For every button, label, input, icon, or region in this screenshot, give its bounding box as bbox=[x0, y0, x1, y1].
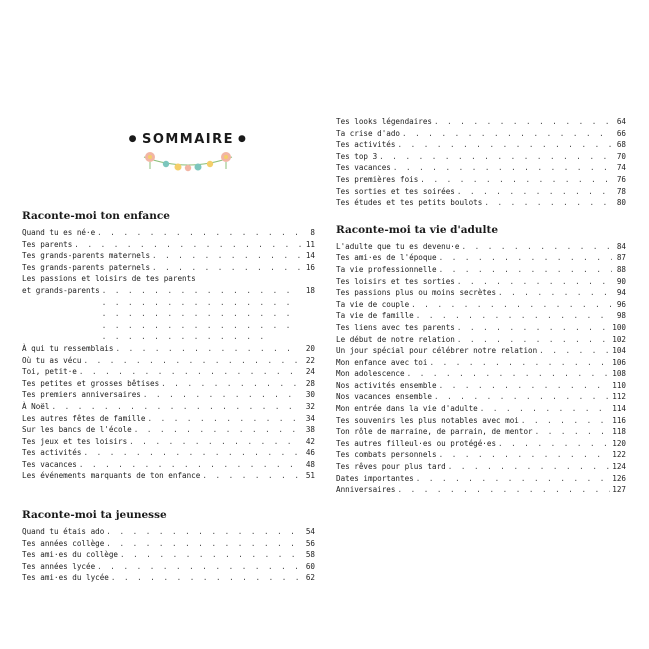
section-heading-enfance: Raconte-moi ton enfance bbox=[22, 210, 170, 222]
page-title bbox=[129, 132, 248, 147]
flower-garland-icon bbox=[140, 149, 236, 179]
section-heading-adulte: Raconte-moi ta vie d'adulte bbox=[336, 223, 499, 236]
toc-entry[interactable]: Ton rôle de marraine, de parrain, de mentor . . . 118 bbox=[336, 426, 626, 438]
toc-entry[interactable]: Ta vie de famille . . . 98 bbox=[336, 310, 626, 322]
toc-entry[interactable]: Tes top 3 . . . 70 bbox=[336, 151, 626, 163]
toc-entry[interactable]: Tes premiers anniversaires . . . 30 bbox=[22, 389, 315, 401]
toc-column-left bbox=[22, 209, 315, 584]
toc-entry[interactable]: Anniversaires . . . 127 bbox=[336, 484, 626, 496]
toc-entry[interactable]: Tes vacances . . . 48 bbox=[22, 459, 315, 471]
toc-entry[interactable]: Nos activités ensemble . . . 110 bbox=[336, 380, 626, 392]
toc-entry[interactable]: Sur les bancs de l'école . . . 38 bbox=[22, 424, 315, 436]
toc-entry[interactable]: Tes souvenirs les plus notables avec moi . . . 116 bbox=[336, 415, 626, 427]
toc-entry[interactable]: Tes looks légendaires . . . 64 bbox=[336, 116, 626, 128]
toc-entry[interactable]: Un jour spécial pour célébrer notre relation . . . 104 bbox=[336, 345, 626, 357]
toc-entry[interactable]: À Noël . . . 32 bbox=[22, 401, 315, 413]
toc-entry[interactable]: Ta vie professionnelle . . . 88 bbox=[336, 264, 626, 276]
toc-entry[interactable]: Tes autres filleul·es ou protégé·es . . . 120 bbox=[336, 438, 626, 450]
toc-entry[interactable]: L'adulte que tu es devenu·e . . . 84 bbox=[336, 241, 626, 253]
bullet-left-icon: ● bbox=[128, 134, 138, 144]
toc-entry[interactable]: Mon entrée dans la vie d'adulte . . . 114 bbox=[336, 403, 626, 415]
toc-list-adulte bbox=[336, 241, 626, 496]
sommaire-header bbox=[128, 128, 248, 179]
flower-left bbox=[145, 152, 155, 169]
toc-entry[interactable]: Tes premières fois . . . 76 bbox=[336, 174, 626, 186]
toc-entry[interactable]: Tes grands-parents paternels . . . 16 bbox=[22, 262, 315, 274]
toc-entry[interactable]: Le début de notre relation . . . 102 bbox=[336, 334, 626, 346]
toc-entry[interactable]: Tes sorties et tes soirées . . . 78 bbox=[336, 186, 626, 198]
toc-entry[interactable]: Tes ami·es de l'époque . . . 87 bbox=[336, 252, 626, 264]
flower-right bbox=[221, 152, 231, 169]
toc-entry[interactable]: Tes jeux et tes loisirs . . . 42 bbox=[22, 436, 315, 448]
toc-entry[interactable]: Les autres fêtes de famille . . . 34 bbox=[22, 413, 315, 425]
toc-entry[interactable]: Ta vie de couple . . . 96 bbox=[336, 299, 626, 311]
toc-entry[interactable]: Mon enfance avec toi . . . 106 bbox=[336, 357, 626, 369]
entry-title-line2: et grands-parents bbox=[22, 285, 100, 295]
toc-entry[interactable]: Quand tu es né·e . . . 8 bbox=[22, 227, 315, 239]
toc-entry[interactable]: Tes études et tes petits boulots . . . 80 bbox=[336, 197, 626, 209]
toc-entry[interactable]: Tes petites et grosses bêtises . . . 28 bbox=[22, 378, 315, 390]
toc-list-jeunesse-cont bbox=[336, 116, 626, 209]
toc-entry[interactable]: Tes activités . . . 46 bbox=[22, 447, 315, 459]
toc-entry[interactable]: Tes années lycée . . . 60 bbox=[22, 561, 315, 573]
toc-entry[interactable]: Toi, petit·e . . . 24 bbox=[22, 366, 315, 378]
toc-entry[interactable]: Tes ami·es du collège . . . 58 bbox=[22, 549, 315, 561]
toc-entry[interactable]: Tes grands-parents maternels . . . 14 bbox=[22, 250, 315, 262]
page-title-text: SOMMAIRE bbox=[141, 131, 235, 147]
toc-list-enfance bbox=[22, 227, 315, 482]
toc-entry[interactable]: Tes combats personnels . . . 122 bbox=[336, 449, 626, 461]
bullet-right-icon: ● bbox=[238, 134, 248, 144]
section-heading-jeunesse: Raconte-moi ta jeunesse bbox=[22, 509, 167, 522]
toc-entry[interactable]: Où tu as vécu . . . 22 bbox=[22, 355, 315, 367]
toc-entry[interactable]: Tes loisirs et tes sorties . . . 90 bbox=[336, 276, 626, 288]
toc-entry-multiline[interactable]: Les passions et loisirs de tes parents et grands-parents . . . 18 bbox=[22, 273, 315, 343]
toc-entry[interactable]: Dates importantes . . . 126 bbox=[336, 473, 626, 485]
toc-entry[interactable]: Tes ami·es du lycée . . . 62 bbox=[22, 572, 315, 584]
toc-list-jeunesse bbox=[22, 526, 315, 584]
toc-entry[interactable]: Quand tu étais ado . . . 54 bbox=[22, 526, 315, 538]
toc-entry[interactable]: Les événements marquants de ton enfance . . . 51 bbox=[22, 470, 315, 482]
toc-entry[interactable]: Nos vacances ensemble . . . 112 bbox=[336, 391, 626, 403]
toc-entry[interactable]: Ta crise d'ado . . . 66 bbox=[336, 128, 626, 140]
toc-column-right bbox=[336, 116, 626, 496]
toc-entry[interactable]: Tes rêves pour plus tard . . . 124 bbox=[336, 461, 626, 473]
entry-title-line1: Les passions et loisirs de tes parents bbox=[22, 274, 196, 284]
toc-entry[interactable]: Tes vacances . . . 74 bbox=[336, 162, 626, 174]
toc-entry[interactable]: Tes activités . . . 68 bbox=[336, 139, 626, 151]
toc-entry[interactable]: Tes parents . . . 11 bbox=[22, 239, 315, 251]
toc-entry[interactable]: Mon adolescence . . . 108 bbox=[336, 368, 626, 380]
toc-entry[interactable]: Tes passions plus ou moins secrètes . . . 94 bbox=[336, 287, 626, 299]
toc-entry[interactable]: À qui tu ressemblais . . . 20 bbox=[22, 343, 315, 355]
toc-entry[interactable]: Tes liens avec tes parents . . . 100 bbox=[336, 322, 626, 334]
toc-entry[interactable]: Tes années collège . . . 56 bbox=[22, 538, 315, 550]
